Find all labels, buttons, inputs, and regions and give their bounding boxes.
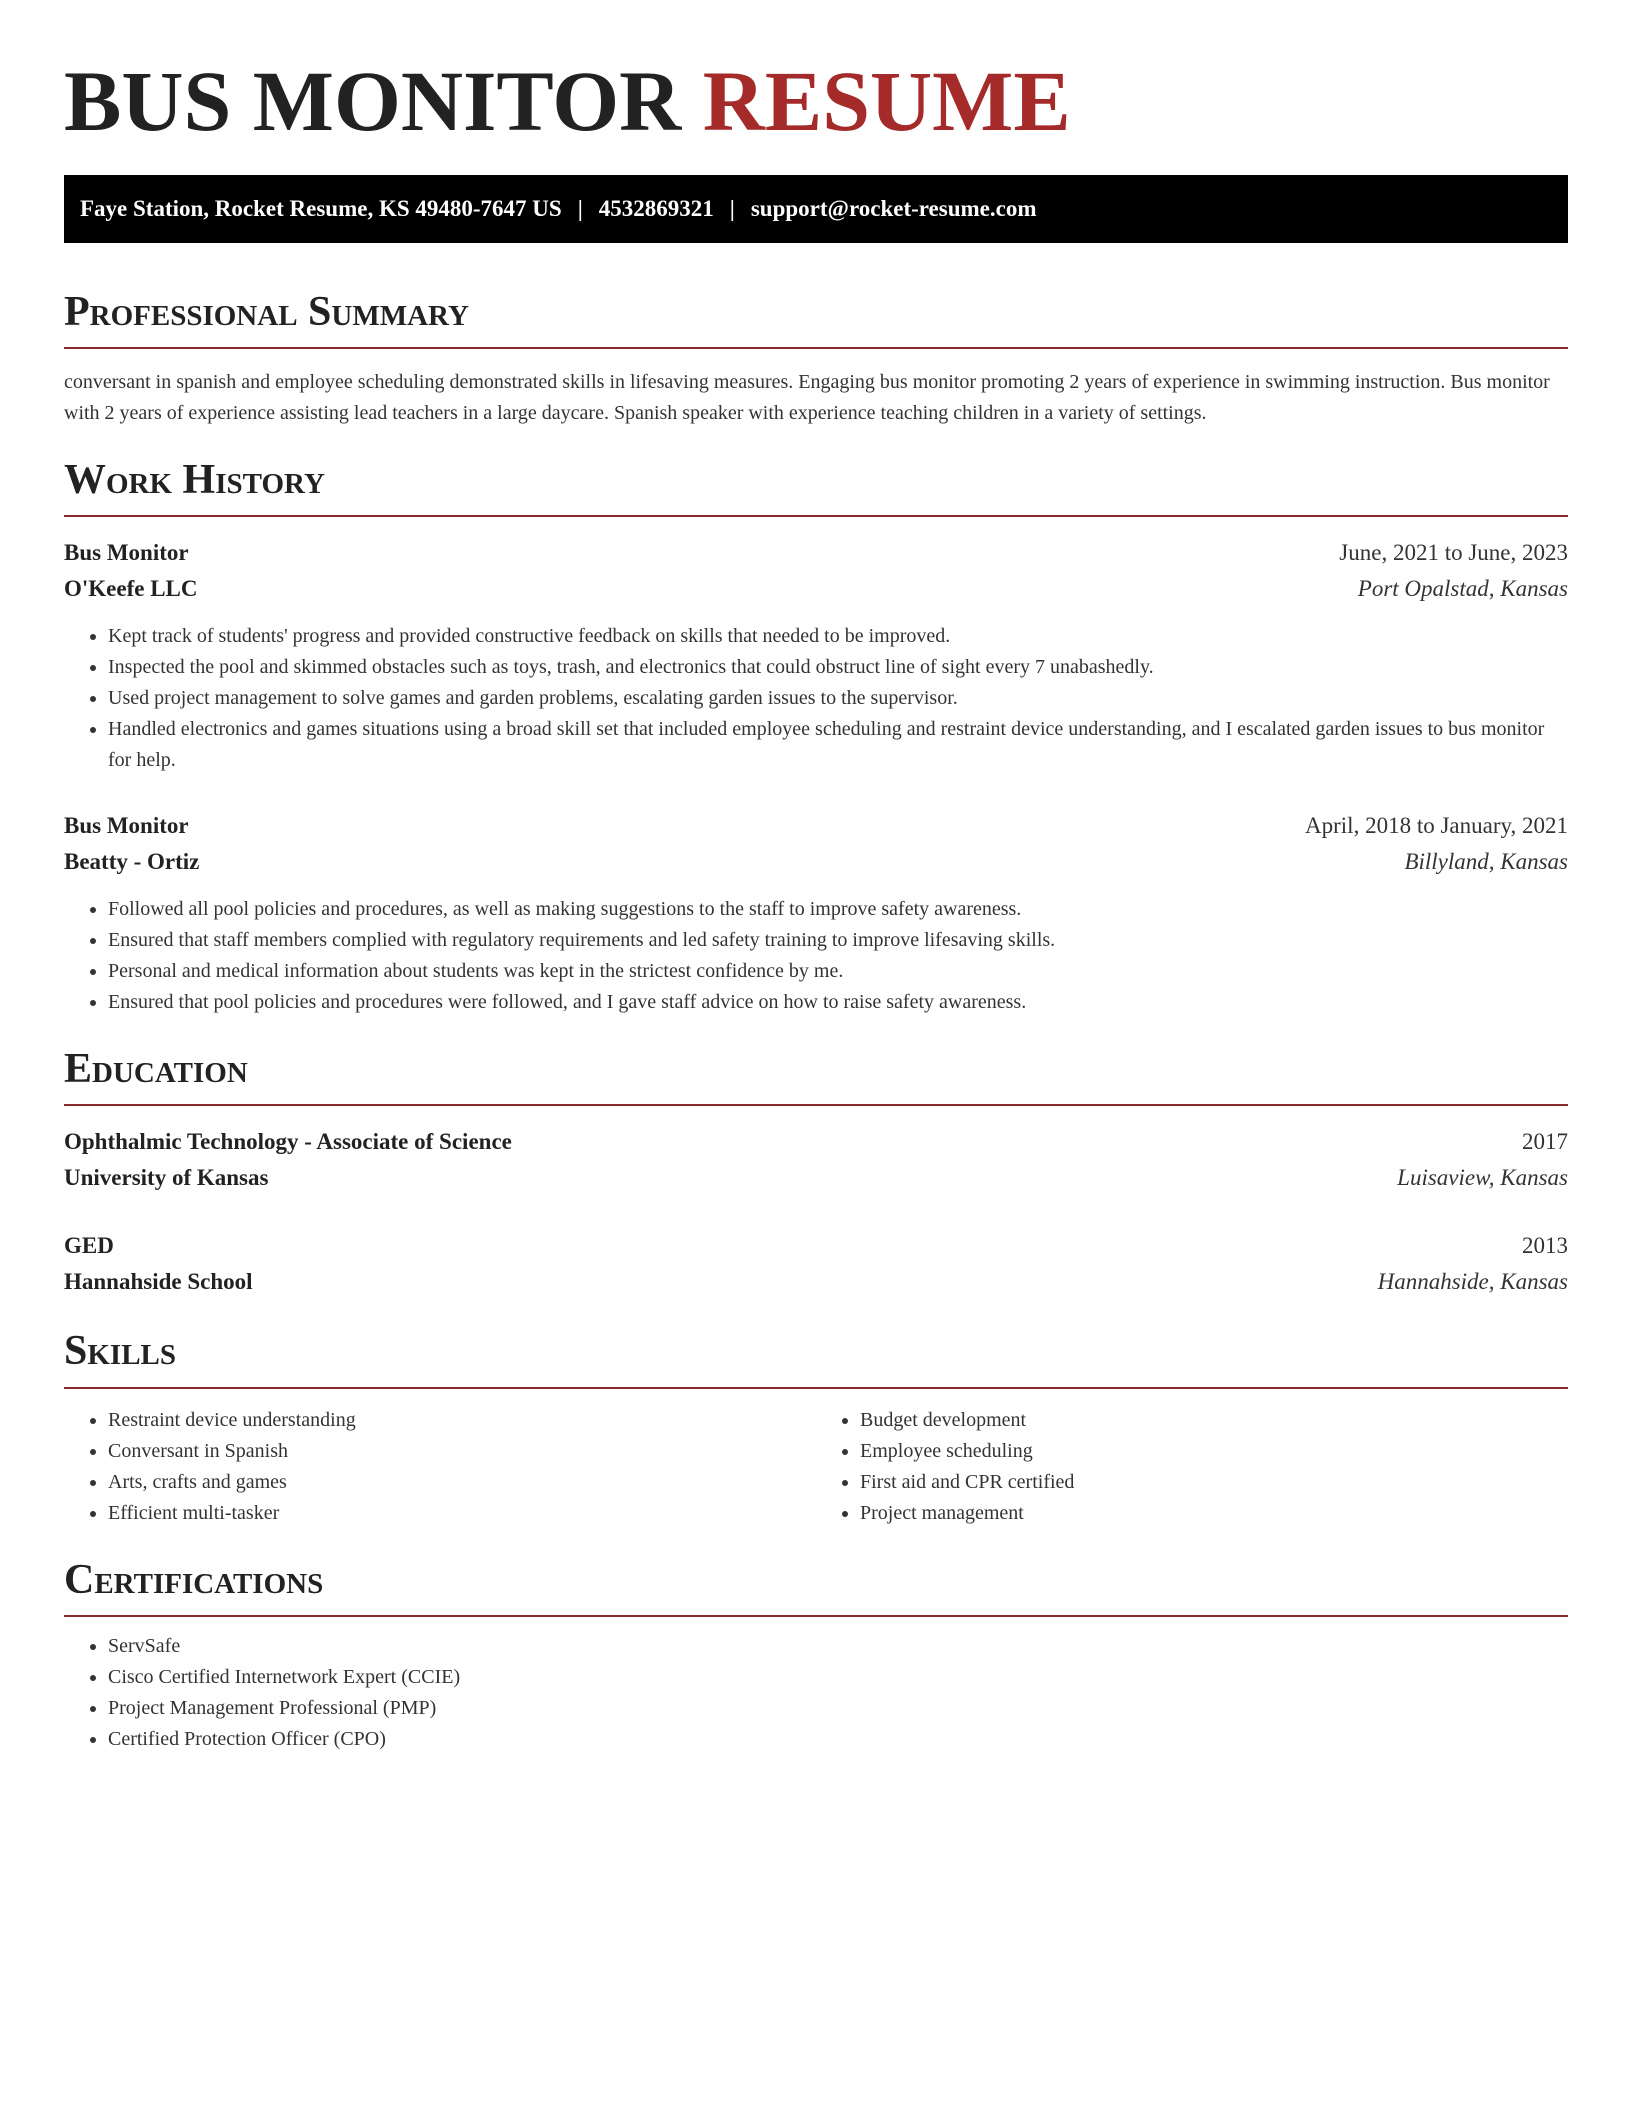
job-role: Bus Monitor xyxy=(64,813,189,839)
contact-bar xyxy=(64,175,1568,243)
education-location: Luisaview, Kansas xyxy=(1397,1165,1568,1191)
education-school: Hannahside School xyxy=(64,1269,253,1295)
job-bullet: • Kept track of students' progress and provided constructive feedback on skills that needed to be improved. xyxy=(108,621,1568,652)
skills-column-right xyxy=(816,1405,1568,1529)
education-degree: GED xyxy=(64,1233,114,1259)
certification-item: • Project Management Professional (PMP) xyxy=(108,1693,1568,1724)
certification-item: • Certified Protection Officer (CPO) xyxy=(108,1724,1568,1755)
skill-item: • Project management xyxy=(860,1498,1568,1529)
skill-item: • Efficient multi-tasker xyxy=(108,1498,816,1529)
section-title-summary: Professional Summary xyxy=(64,289,1568,349)
skills-section xyxy=(64,1328,1568,1528)
job-location: Billyland, Kansas xyxy=(1404,849,1568,875)
job-company: O'Keefe LLC xyxy=(64,576,198,602)
job-entry xyxy=(64,535,1568,776)
skill-item: • Budget development xyxy=(860,1405,1568,1436)
title-main: BUS MONITOR xyxy=(64,53,682,149)
education-degree-row xyxy=(64,1124,1568,1160)
job-company-row xyxy=(64,844,1568,880)
work-history-section xyxy=(64,457,1568,1018)
job-company: Beatty - Ortiz xyxy=(64,849,200,875)
job-bullet: • Ensured that staff members complied with regulatory requirements and led safety training to improve lifesaving skills. xyxy=(108,925,1568,956)
education-year: 2017 xyxy=(1522,1129,1568,1155)
skill-item: • First aid and CPR certified xyxy=(860,1467,1568,1498)
contact-address: Faye Station, Rocket Resume, KS 49480-7647 US xyxy=(80,195,562,221)
job-dates: June, 2021 to June, 2023 xyxy=(1339,540,1568,566)
education-year: 2013 xyxy=(1522,1233,1568,1259)
job-company-row xyxy=(64,571,1568,607)
job-bullet: • Personal and medical information about students was kept in the strictest confidence by me. xyxy=(108,956,1568,987)
job-role: Bus Monitor xyxy=(64,540,189,566)
job-header-row xyxy=(64,535,1568,571)
skill-item: • Conversant in Spanish xyxy=(108,1436,816,1467)
certifications-section xyxy=(64,1557,1568,1755)
contact-separator: | xyxy=(729,195,735,221)
job-bullets xyxy=(64,894,1568,1018)
job-location: Port Opalstad, Kansas xyxy=(1357,576,1568,602)
job-bullet: • Handled electronics and games situations using a broad skill set that included employee scheduling and restraint device understanding, and I escalated garden issues to bus monitor for help. xyxy=(108,714,1568,776)
contact-separator: | xyxy=(577,195,583,221)
education-degree-row xyxy=(64,1228,1568,1264)
education-school: University of Kansas xyxy=(64,1165,269,1191)
education-entry xyxy=(64,1124,1568,1196)
section-title-education: Education xyxy=(64,1046,1568,1106)
contact-phone: 4532869321 xyxy=(598,195,714,221)
education-school-row xyxy=(64,1160,1568,1196)
job-bullet: • Used project management to solve games and garden problems, escalating garden issues to the supervisor. xyxy=(108,683,1568,714)
education-degree: Ophthalmic Technology - Associate of Science xyxy=(64,1129,512,1155)
skills-grid xyxy=(64,1405,1568,1529)
job-header-row xyxy=(64,808,1568,844)
skills-column-left xyxy=(64,1405,816,1529)
section-title-skills: Skills xyxy=(64,1328,1568,1388)
skill-item: • Employee scheduling xyxy=(860,1436,1568,1467)
job-bullet: • Inspected the pool and skimmed obstacles such as toys, trash, and electronics that could obstruct line of sight every 7 unabashedly. xyxy=(108,652,1568,683)
summary-section xyxy=(64,289,1568,429)
certification-item: • Cisco Certified Internetwork Expert (CCIE) xyxy=(108,1662,1568,1693)
skill-item: • Restraint device understanding xyxy=(108,1405,816,1436)
education-location: Hannahside, Kansas xyxy=(1377,1269,1568,1295)
job-dates: April, 2018 to January, 2021 xyxy=(1305,813,1568,839)
contact-email: support@rocket-resume.com xyxy=(750,195,1037,221)
job-bullet: • Followed all pool policies and procedures, as well as making suggestions to the staff to improve safety awareness. xyxy=(108,894,1568,925)
section-title-work-history: Work History xyxy=(64,457,1568,517)
skill-item: • Arts, crafts and games xyxy=(108,1467,816,1498)
summary-text: conversant in spanish and employee scheduling demonstrated skills in lifesaving measures. Engaging bus monitor promoting 2 years of experience in swimming instruction. Bus monitor with 2 years of experience assisting lead teachers in a large daycare. Spanish speaker with experience teaching children in a variety of settings. xyxy=(64,371,1550,425)
job-bullets xyxy=(64,621,1568,776)
education-entry xyxy=(64,1228,1568,1300)
job-entry xyxy=(64,808,1568,1018)
certification-item: • ServSafe xyxy=(108,1631,1568,1662)
certifications-list xyxy=(64,1631,1568,1755)
education-section xyxy=(64,1046,1568,1300)
resume-title xyxy=(64,52,1568,151)
section-title-certifications: Certifications xyxy=(64,1557,1568,1617)
title-accent: RESUME xyxy=(702,53,1071,149)
job-bullet: • Ensured that pool policies and procedures were followed, and I gave staff advice on how to raise safety awareness. xyxy=(108,987,1568,1018)
education-school-row xyxy=(64,1264,1568,1300)
